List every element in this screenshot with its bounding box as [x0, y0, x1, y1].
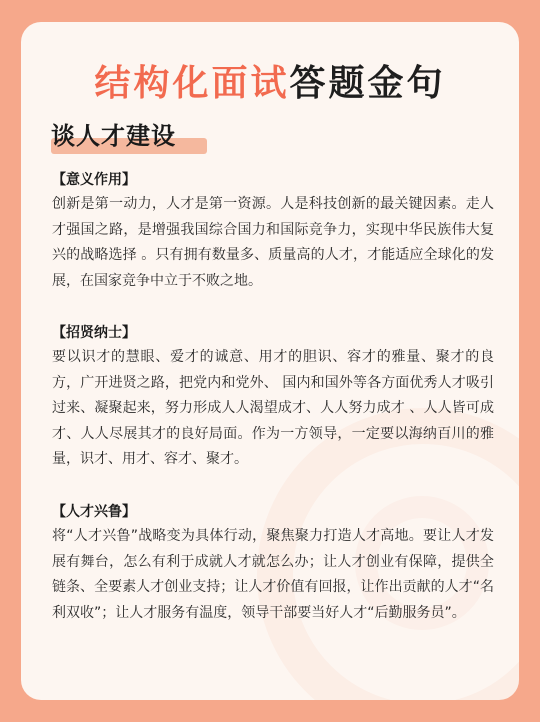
page-title: [21, 60, 519, 108]
section-heading-text: 谈人才建设: [51, 122, 176, 150]
title-highlight: 结构化面试: [94, 63, 290, 104]
block-heading-shandong: 【人才兴鲁】: [52, 504, 136, 520]
section-heading: [51, 118, 176, 158]
block-text-shandong: 将“人才兴鲁”战略变为具体行动，聚焦聚力打造人才高地。要让人才发展有舞台，怎么有利于成就人才就怎么办；让人才创业有保障，提供全链条、全要素人才创业支持；让人才价值有回报，让作出贡献的人才“名利双收”；让人才服务有温度，领导干部要当好人才“后勤服务员”。: [52, 528, 494, 621]
block-text-recruit: 要以识才的慧眼、爱才的诚意、用才的胆识、容才的雅量、聚才的良方，广开进贤之路，把党内和党外、 国内和国外等各方面优秀人才吸引过来、凝聚起来，努力形成人人渴望成才、人人努力成才 、人人皆可成才、人人尽展其才的良好局面。作为一方领导，一定要以海纳百川的雅量，识才、用才、容才、聚才。: [52, 349, 494, 467]
title-rest: 答题金句: [289, 63, 446, 104]
block-heading-significance: 【意义作用】: [52, 172, 136, 188]
block-text-significance: 创新是第一动力，人才是第一资源。人是科技创新的最关键因素。走人才强国之路，是增强我国综合国力和国际竞争力，实现中华民族伟大复兴的战略选择 。只有拥有数量多、质量高的人才，才能适应全球化的发展，在国家竞争中立于不败之地。: [52, 196, 494, 289]
content-card: [21, 22, 519, 700]
block-heading-recruit: 【招贤纳士】: [52, 325, 136, 341]
